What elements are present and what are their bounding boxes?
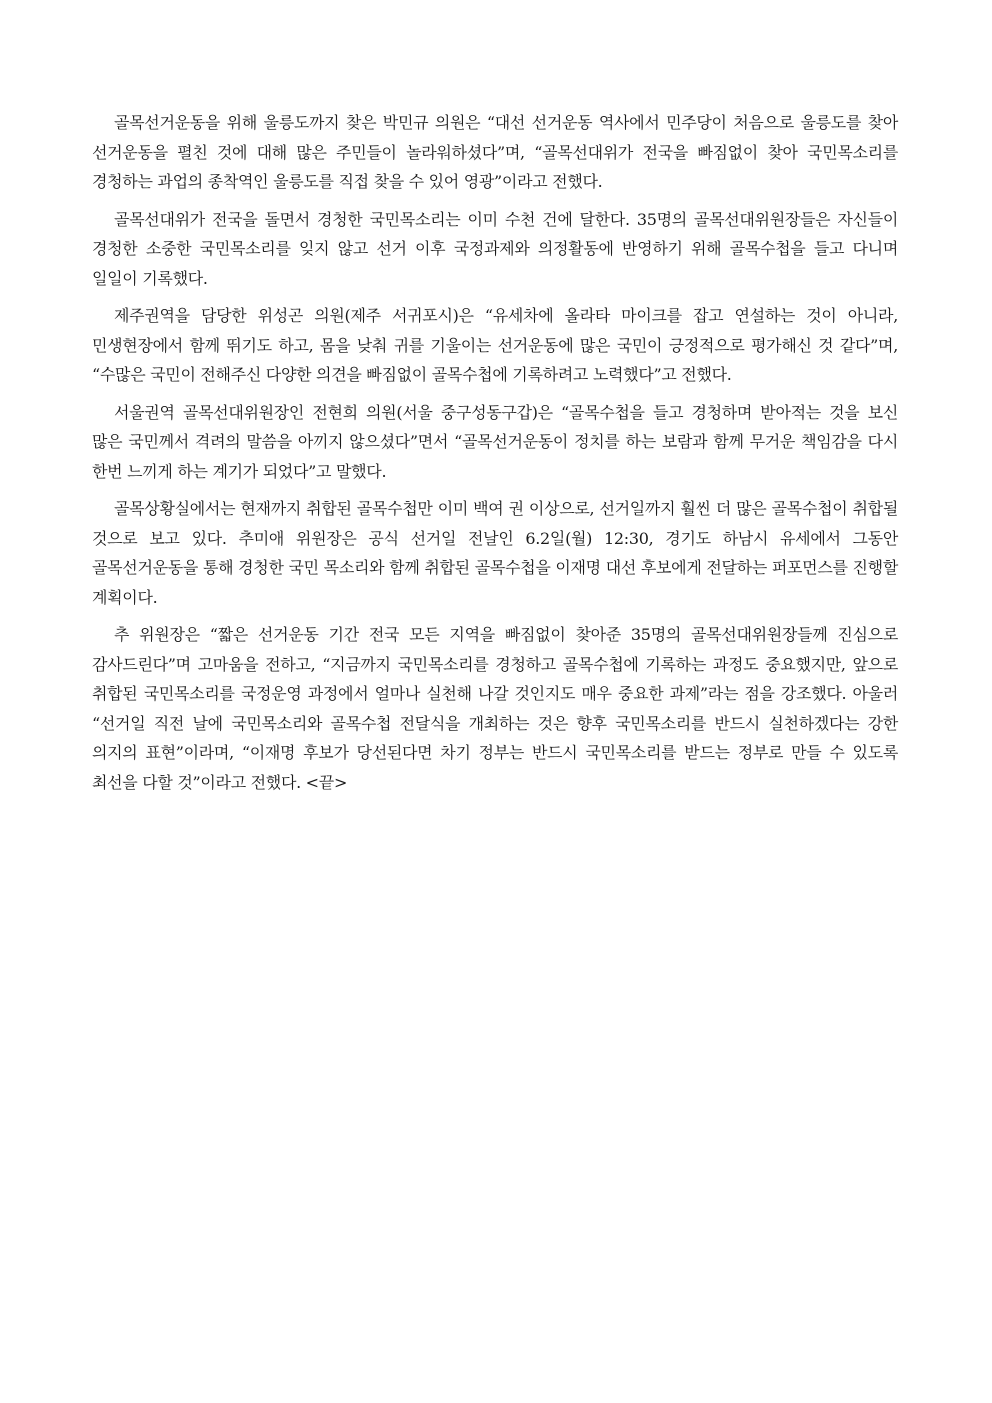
paragraph-ulleungdo: 골목선거운동을 위해 울릉도까지 찾은 박민규 의원은 “대선 선거운동 역사에서 민주당이 처음으로 울릉도를 찾아 선거운동을 펼친 것에 대해 많은 주민들이 놀라워하셨다”며, “골목선대위가 전국을 빠짐없이 찾아 국민목소리를 경청하는 과업의 종착역인 울릉도를 직접 찾을 수 있어 영광”이라고 전했다. <box>92 113 898 191</box>
paragraph-closing: 추 위원장은 “짧은 선거운동 기간 전국 모든 지역을 빠짐없이 찾아준 35명의 골목선대위원장들께 진심으로 감사드린다”며 고마움을 전하고, “지금까지 국민목소리를 경청하고 골목수첩에 기록하는 과정도 중요했지만, 앞으로 취합된 국민목소리를 국정운영 과정에서 얼마나 실천해 나갈 것인지도 매우 중요한 과제”라는 점을 강조했다. 아울러 “선거일 직전 날에 국민목소리와 골목수첩 전달식을 개최하는 것은 향후 국민목소리를 반드시 실천하겠다는 강한 의지의 표현”이라며, “이재명 후보가 당선된다면 차기 정부는 반드시 국민목소리를 받드는 정부로 만들 수 있도록 최선을 다할 것”이라고 전했다. <끝> <box>92 625 898 792</box>
paragraph-situation-room: 골목상황실에서는 현재까지 취합된 골목수첩만 이미 백여 권 이상으로, 선거일까지 훨씬 더 많은 골목수첩이 취합될 것으로 보고 있다. 추미애 위원장은 공식 선거일 전날인 6.2일(월) 12:30, 경기도 하남시 유세에서 그동안 골목선거운동을 통해 경청한 국민 목소리와 함께 취합된 골목수첩을 이재명 대선 후보에게 전달하는 퍼포먼스를 진행할 계획이다. <box>92 499 898 607</box>
document-body <box>92 108 898 805</box>
paragraph-voices-collected: 골목선대위가 전국을 돌면서 경청한 국민목소리는 이미 수천 건에 달한다. 35명의 골목선대위원장들은 자신들이 경청한 소중한 국민목소리를 잊지 않고 선거 이후 국정과제와 의정활동에 반영하기 위해 골목수첩을 들고 다니며 일일이 기록했다. <box>92 209 898 288</box>
paragraph-jeju: 제주권역을 담당한 위성곤 의원(제주 서귀포시)은 “유세차에 올라타 마이크를 잡고 연설하는 것이 아니라, 민생현장에서 함께 뛰기도 하고, 몸을 낮춰 귀를 기울이는 선거운동에 많은 국민이 긍정적으로 평가해신 것 같다”며, “수많은 국민이 전해주신 다양한 의견을 빠짐없이 골목수첩에 기록하려고 노력했다”고 전했다. <box>92 306 898 384</box>
paragraph-seoul: 서울권역 골목선대위원장인 전현희 의원(서울 중구성동구갑)은 “골목수첩을 들고 경청하며 받아적는 것을 보신 많은 국민께서 격려의 말씀을 아끼지 않으셨다”면서 “골목선거운동이 정치를 하는 보람과 함께 무거운 책임감을 다시 한번 느끼게 하는 계기가 되었다”고 말했다. <box>92 402 898 481</box>
